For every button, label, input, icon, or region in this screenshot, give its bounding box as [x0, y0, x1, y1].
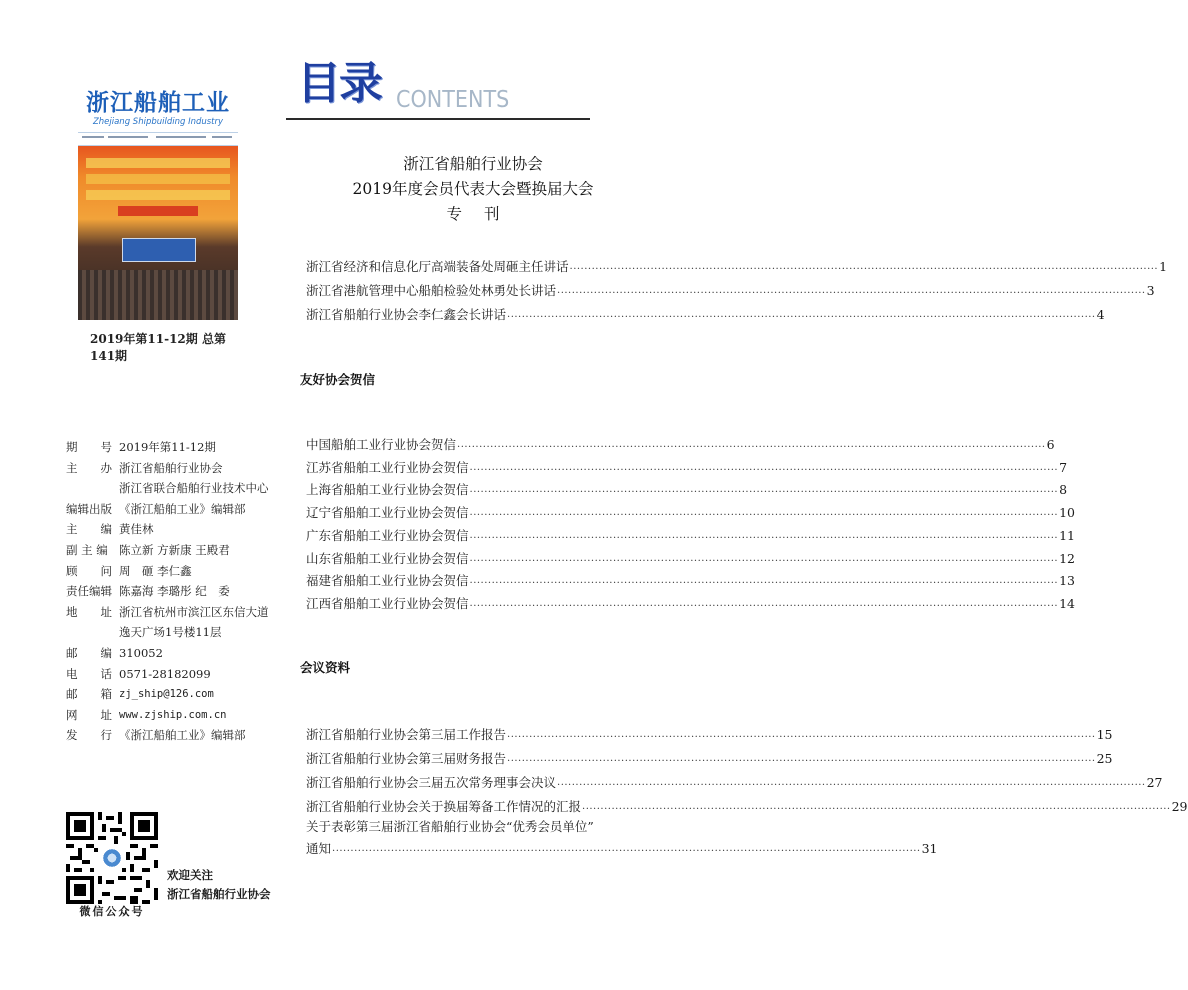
cover-info-strip [78, 132, 238, 146]
masthead-value: www.zjship.com.cn [119, 708, 227, 721]
toc-entry-material[interactable] [306, 750, 1113, 768]
toc-leader-dots: ................................................................................................................................................................ [507, 729, 1096, 740]
masthead-label: 网 址 [66, 707, 112, 722]
toc-leader-dots: ................................................................................................................................................................ [469, 575, 1059, 587]
toc-entry-title: 辽宁省船舶工业行业协会贺信 [306, 505, 469, 521]
masthead-label: 副 主 编 [66, 542, 108, 557]
masthead-label: 编辑出版 [66, 501, 112, 516]
follow-line-1: 欢迎关注 [167, 868, 213, 882]
toc-entry-page: 14 [1059, 595, 1076, 611]
masthead-row [66, 458, 296, 479]
toc-entry-title: 江西省船舶工业行业协会贺信 [306, 595, 469, 611]
masthead-value: 陈立新 方新康 王殿君 [119, 542, 230, 557]
cover-subtitle: Zhejiang Shipbuilding Industry [92, 117, 224, 127]
masthead-value: 浙江省船舶行业协会 [119, 460, 223, 475]
toc-leader-dots: ................................................................................................................................................................ [469, 529, 1059, 541]
masthead-row [66, 478, 296, 499]
masthead-row [66, 643, 296, 664]
section-heading-letters: 友好协会贺信 [300, 372, 376, 387]
special-issue-heading [300, 152, 646, 227]
toc-entry-award-title[interactable]: 关于表彰第三届浙江省船舶行业协会“优秀会员单位” [306, 819, 594, 834]
toc-entry-material[interactable] [306, 726, 1113, 744]
toc-entry-letter[interactable] [306, 504, 1076, 522]
toc-entry-title: 中国船舶工业行业协会贺信 [306, 437, 457, 452]
toc-entry-page: 27 [1146, 775, 1163, 790]
cover-issue-line: 2019年第11-12期 总第141期 [90, 332, 226, 363]
masthead-value: 《浙江船舶工业》编辑部 [119, 728, 246, 743]
masthead-label: 电 话 [66, 666, 112, 681]
qr-caption: 微信公众号 [79, 905, 145, 918]
toc-entry-title: 浙江省船舶行业协会关于换届筹备工作情况的汇报 [306, 799, 582, 814]
masthead-info [66, 437, 296, 746]
toc-entry-page: 6 [1046, 437, 1055, 452]
toc-entry-letter[interactable] [306, 436, 1055, 454]
toc-title-cn: 目录 [297, 58, 381, 109]
toc-leader-dots: ................................................................................................................................................................ [582, 801, 1171, 812]
toc-entry-letter[interactable] [306, 572, 1076, 590]
masthead-label: 邮 编 [66, 645, 112, 660]
header-rule [286, 118, 590, 120]
masthead-value: 310052 [119, 645, 163, 660]
masthead-label: 发 行 [66, 728, 112, 743]
toc-entry-title: 浙江省港航管理中心船舶检验处林勇处长讲话 [306, 283, 557, 298]
toc-entry-page: 15 [1096, 727, 1113, 742]
masthead-row [66, 581, 296, 602]
toc-entry-award-continuation[interactable] [306, 840, 938, 858]
masthead-row [66, 684, 296, 705]
stage-screen [122, 238, 196, 262]
toc-entry-speech[interactable] [306, 282, 1155, 300]
follow-text [167, 866, 271, 904]
masthead-value: 浙江省杭州市滨江区东信大道 [119, 604, 269, 619]
masthead-value: 2019年第11-12期 [119, 440, 216, 454]
masthead-label: 责任编辑 [66, 584, 112, 599]
toc-entry-speech[interactable] [306, 258, 1168, 276]
toc-entry-page: 31 [921, 841, 938, 856]
toc-entry-letter[interactable] [306, 459, 1068, 477]
masthead-label: 地 址 [66, 604, 112, 619]
toc-entry-speech[interactable] [306, 306, 1105, 324]
toc-entry-letter[interactable] [306, 481, 1068, 499]
masthead-label: 主 办 [66, 460, 112, 475]
toc-leader-dots: ................................................................................................................................................................ [469, 461, 1059, 473]
masthead-row [66, 437, 296, 458]
toc-leader-dots: ................................................................................................................................................................ [507, 309, 1096, 320]
masthead-label: 邮 箱 [66, 687, 112, 702]
masthead-row [66, 519, 296, 540]
masthead-value: 浙江省联合船舶行业技术中心 [119, 481, 269, 496]
toc-entry-material[interactable] [306, 774, 1163, 792]
toc-leader-dots: ................................................................................................................................................................ [469, 597, 1059, 609]
toc-entry-page: 11 [1059, 527, 1076, 543]
toc-leader-dots: ................................................................................................................................................................ [469, 484, 1059, 496]
toc-entry-title: 浙江省船舶行业协会第三届工作报告 [306, 727, 507, 742]
toc-entry-title: 浙江省经济和信息化厅高端装备处周砸主任讲话 [306, 259, 569, 274]
special-line-2: 2019年度会员代表大会暨换届大会 [352, 180, 594, 198]
toc-entry-title: 江苏省船舶工业行业协会贺信 [306, 459, 469, 475]
masthead-label: 主 编 [66, 522, 112, 537]
toc-entry-page: 13 [1059, 573, 1076, 589]
toc-entry-title: 浙江省船舶行业协会李仁鑫会长讲话 [306, 307, 507, 322]
toc-entry-letter[interactable] [306, 595, 1076, 613]
toc-leader-dots: ................................................................................................................................................................ [507, 753, 1096, 764]
toc-leader-dots: ................................................................................................................................................................ [569, 261, 1159, 272]
masthead-row [66, 705, 296, 726]
toc-entry-page: 4 [1096, 307, 1105, 322]
masthead-row [66, 664, 296, 685]
toc-leader-dots: ................................................................................................................................................................ [469, 552, 1059, 564]
toc-entry-page: 10 [1059, 505, 1076, 521]
follow-line-2: 浙江省船舶行业协会 [167, 887, 271, 901]
toc-entry-page: 1 [1159, 259, 1168, 274]
masthead-value: 黄佳林 [119, 522, 154, 537]
cover-audience [78, 270, 238, 320]
masthead-value: 周 砸 李仁鑫 [119, 563, 192, 578]
toc-entry-title: 上海省船舶工业行业协会贺信 [306, 482, 469, 498]
toc-entry-title: 福建省船舶工业行业协会贺信 [306, 573, 469, 589]
section-heading-materials: 会议资料 [300, 660, 351, 675]
special-line-1: 浙江省船舶行业协会 [403, 155, 543, 173]
qr-code-image [66, 812, 158, 904]
toc-leader-dots: ................................................................................................................................................................ [332, 843, 921, 854]
masthead-row [66, 725, 296, 746]
toc-leader-dots: ................................................................................................................................................................ [557, 777, 1146, 788]
toc-entry-title: 广东省船舶工业行业协会贺信 [306, 527, 469, 543]
masthead-row [66, 602, 296, 623]
toc-entry-page: 3 [1146, 283, 1155, 298]
masthead-row [66, 622, 296, 643]
toc-entry-title: 山东省船舶工业行业协会贺信 [306, 550, 469, 566]
toc-leader-dots: ................................................................................................................................................................ [557, 285, 1146, 296]
toc-entry-page: 12 [1059, 550, 1076, 566]
masthead-row [66, 540, 296, 561]
toc-entry-material[interactable] [306, 798, 1188, 816]
toc-entry-page: 25 [1096, 751, 1113, 766]
masthead-value: 0571-28182099 [119, 666, 211, 681]
toc-entry-page: 29 [1171, 799, 1188, 814]
cover-photo [78, 146, 238, 320]
toc-entry-letter[interactable] [306, 550, 1076, 568]
masthead-row [66, 561, 296, 582]
magazine-cover [78, 88, 238, 320]
masthead-value: 《浙江船舶工业》编辑部 [119, 501, 246, 516]
masthead-value: zj_ship@126.com [119, 688, 214, 701]
toc-entry-letter[interactable] [306, 527, 1076, 545]
masthead-value: 陈嘉海 李璐彤 纪 委 [119, 584, 230, 599]
toc-entry-title: 通知 [306, 841, 332, 856]
masthead-value: 逸天广场1号楼11层 [119, 625, 222, 640]
toc-title-en: CONTENTS [396, 87, 510, 113]
toc-entry-title: 浙江省船舶行业协会第三届财务报告 [306, 751, 507, 766]
toc-leader-dots: ................................................................................................................................................................ [469, 507, 1059, 519]
toc-entry-title: 浙江省船舶行业协会三届五次常务理事会决议 [306, 775, 557, 790]
masthead-row [66, 499, 296, 520]
toc-entry-page: 8 [1059, 482, 1068, 498]
special-line-3: 专刊 [446, 205, 522, 223]
toc-entry-page: 7 [1059, 459, 1068, 475]
masthead-label: 期 号 [66, 440, 112, 454]
toc-leader-dots: ................................................................................................................................................................ [457, 439, 1046, 450]
cover-title: 浙江船舶工业 [86, 90, 230, 116]
masthead-label: 顾 问 [66, 563, 112, 578]
